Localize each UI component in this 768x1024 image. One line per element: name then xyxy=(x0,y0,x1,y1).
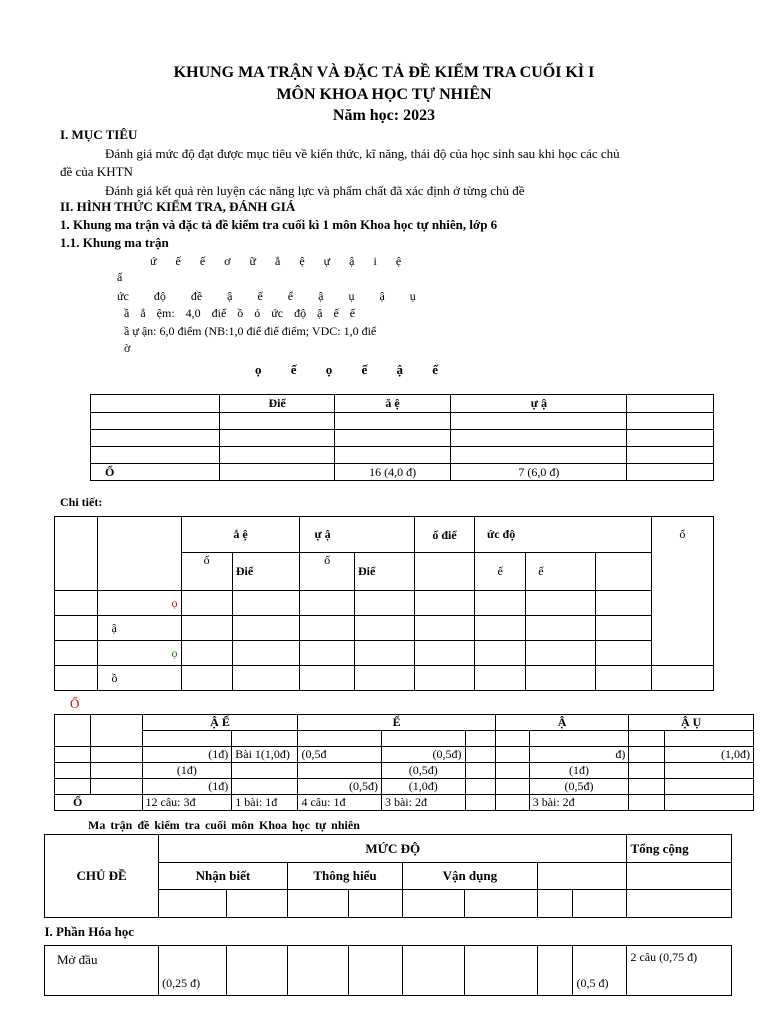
detail-sub-cell: Điể xyxy=(232,553,300,591)
score-cell: (1,0đ) xyxy=(665,747,754,763)
detail-sub-cell: ể xyxy=(526,553,596,591)
score-cell: đ) xyxy=(529,747,629,763)
matrix-van-dung: Vận dụng xyxy=(403,863,537,890)
faded-line-7: ọ ế ọ ế ậ ế xyxy=(255,362,439,377)
summary-total-tn: 16 (4,0 đ) xyxy=(334,464,450,481)
matrix-nhan-biet: Nhận biết xyxy=(159,863,288,890)
detail-row-label: ọ xyxy=(97,591,181,616)
score-header: Ậ Ế xyxy=(142,715,298,731)
score-cell: (0,5đ xyxy=(298,747,382,763)
detail-header-level: ức độ xyxy=(475,517,652,553)
detail-row-label: ậ xyxy=(97,616,181,641)
detail-sub-cell: Điể xyxy=(355,553,415,591)
matrix-cell: 2 câu (0,75 đ) xyxy=(627,946,732,996)
subsection-1-heading: 1. Khung ma trận và đặc tả đề kiểm tra cuối kì 1 môn Khoa học tự nhiên, lớp 6 xyxy=(60,217,498,232)
score-cell: (1đ) xyxy=(142,779,232,795)
matrix-mo-dau: Mở đầu xyxy=(45,946,159,996)
doc-title-line-1: KHUNG MA TRẬN VÀ ĐẶC TẢ ĐỀ KIỂM TRA CUỐI KÌ I xyxy=(173,64,595,81)
summary-header-cell xyxy=(91,395,220,413)
detail-sub-cell: ố xyxy=(181,553,232,591)
score-total-cell: 1 bài: 1đ xyxy=(232,795,298,811)
section-1-paragraph-1-cont: đề của KHTN xyxy=(60,164,133,179)
faded-line-1: ứ ế ế ơ ữ ắ ệ ự ậ i ệ xyxy=(150,254,402,268)
matrix-thong-hieu: Thông hiểu xyxy=(287,863,402,890)
summary-header-cell: ự ậ xyxy=(451,395,627,413)
detail-row-label: ồ xyxy=(97,666,181,691)
matrix-cell: (0,5 đ) xyxy=(573,946,627,996)
doc-title-line-2: MÔN KHOA HỌC TỰ NHIÊN xyxy=(276,86,492,103)
section-1-paragraph-1: Đánh giá mức độ đạt được mục tiêu về kiến thức, kĩ năng, thái độ của học sinh sau khi học các chủ xyxy=(105,146,620,161)
detail-header-points: ố điể xyxy=(415,517,475,553)
score-total-cell: 12 câu: 3đ xyxy=(142,795,232,811)
score-cell: (0,5đ) xyxy=(381,747,465,763)
matrix-phan-hoa-hoc: I. Phần Hóa học xyxy=(45,918,159,946)
section-2-heading: II. HÌNH THỨC KIỂM TRA, ĐÁNH GIÁ xyxy=(60,199,296,214)
score-cell: (0,5đ) xyxy=(529,779,629,795)
score-cell: (1,0đ) xyxy=(381,779,465,795)
summary-total-tl: 7 (6,0 đ) xyxy=(451,464,627,481)
detail-row-label: ọ xyxy=(97,641,181,666)
score-total-cell: 3 bài: 2đ xyxy=(381,795,465,811)
score-total-cell: 4 câu: 1đ xyxy=(298,795,382,811)
score-header: Ậ Ụ xyxy=(629,715,754,731)
faded-line-4: ầ ắ ệm: 4,0 điể ồ ỏ ức độ ậ ế ể xyxy=(124,306,356,320)
score-cell: (1đ) xyxy=(529,763,629,779)
score-cell: (0,5đ) xyxy=(381,763,465,779)
faded-line-5: ầ ự ận: 6,0 điểm (NB:1,0 điể điể điểm; VDC: 1,0 điể xyxy=(124,324,377,338)
detail-sub-cell: ế xyxy=(475,553,526,591)
faded-line-6: ờ xyxy=(124,341,131,355)
matrix-cell: (0,25 đ) xyxy=(159,946,227,996)
matrix-caption: Ma trận đề kiểm tra cuối môn Khoa học tự nhiên xyxy=(88,818,360,832)
detail-header-tn: ắ ệ xyxy=(181,517,300,553)
summary-header-cell: ă ệ xyxy=(334,395,450,413)
matrix-chu-de: CHỦ ĐỀ xyxy=(45,835,159,918)
score-cell: (1đ) xyxy=(142,747,232,763)
score-table xyxy=(54,714,754,811)
score-cell: (0,5đ) xyxy=(298,779,382,795)
detail-header-tl: ự ậ xyxy=(300,517,415,553)
score-cell: Bài 1(1,0đ) xyxy=(232,747,298,763)
matrix-muc-do: MỨC ĐỘ xyxy=(159,835,627,863)
detail-table xyxy=(54,516,714,691)
summary-header-cell: Điể xyxy=(220,395,334,413)
chi-tiet-label: Chi tiết: xyxy=(60,495,103,509)
section-1-heading: I. MỤC TIÊU xyxy=(60,127,138,142)
section-1-paragraph-2: Đánh giá kết quả rèn luyện các năng lực và phẩm chất đã xác định ở từng chủ đề xyxy=(105,183,525,198)
summary-table xyxy=(90,394,714,481)
score-total-cell: 3 bài: 2đ xyxy=(529,795,629,811)
faded-line-2: ấ xyxy=(117,270,123,284)
score-total-label: Ổ xyxy=(55,795,143,811)
summary-header-cell xyxy=(627,395,714,413)
matrix-table xyxy=(44,834,732,996)
score-header: Ể xyxy=(298,715,495,731)
doc-title-line-3: Năm học: 2023 xyxy=(332,107,436,124)
matrix-tong-cong: Tổng cộng xyxy=(627,835,732,863)
detail-header-total: ổ xyxy=(651,517,713,666)
score-header: Ậ xyxy=(495,715,629,731)
subsection-1-1-heading: 1.1. Khung ma trận xyxy=(60,235,169,250)
score-cell: (1đ) xyxy=(142,763,232,779)
faded-line-3: ức độ đề ậ ế ể ậ ụ ậ ụ xyxy=(117,289,416,303)
detail-sub-cell: ố xyxy=(300,553,355,591)
detail-after-mark: Ổ xyxy=(70,696,80,711)
summary-total-label: Ổ xyxy=(91,464,220,481)
